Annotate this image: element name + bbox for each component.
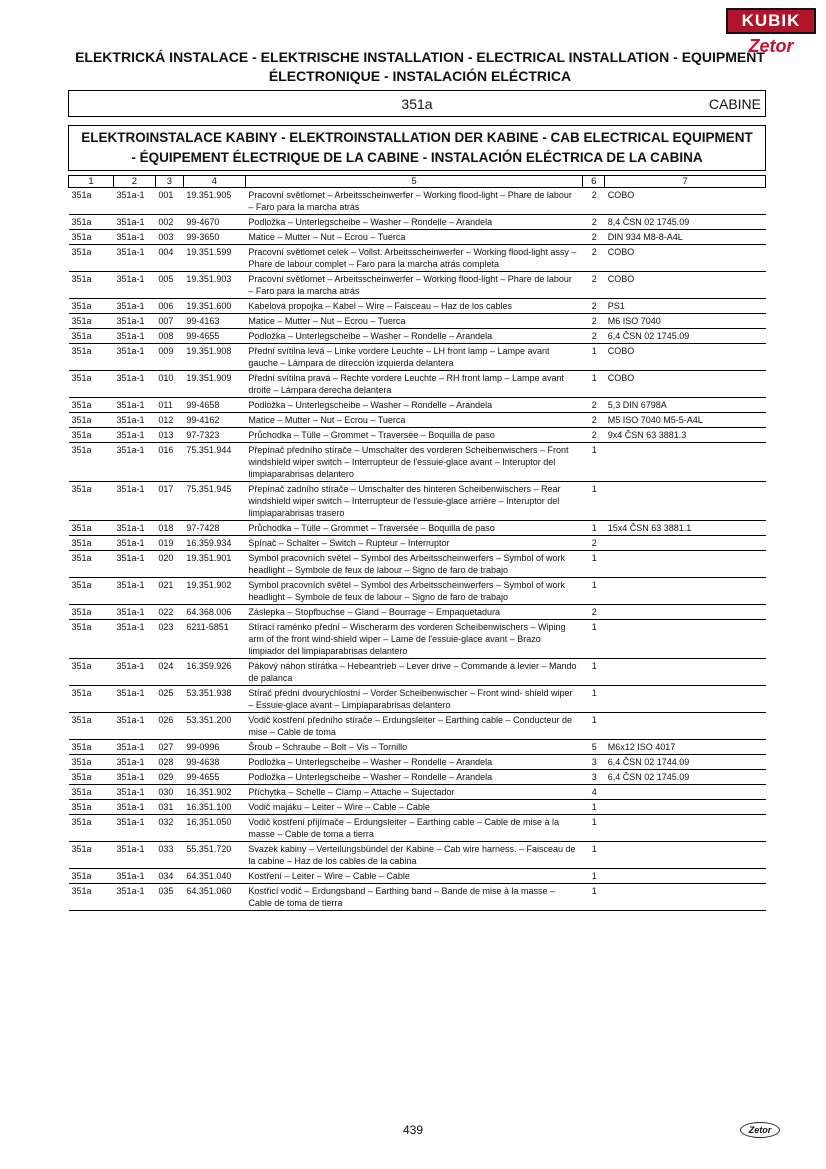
table-row [69, 413, 766, 428]
cell-part-number: 16.351.100 [183, 800, 245, 815]
cell-position: 029 [155, 770, 183, 785]
cell-note: 6,4 ČSN 02 1745.09 [605, 329, 766, 344]
section-code: 351a [401, 96, 433, 112]
cell-part-number: 19.351.600 [183, 299, 245, 314]
column-header: 5 [245, 176, 582, 188]
cell-ref-group: 351a [69, 842, 114, 869]
cell-ref-group: 351a [69, 371, 114, 398]
cell-description: Pracovní světlomet – Arbeitsscheinwerfer – Working flood-light – Phare de labour – Faro para la marcha atrás [245, 272, 582, 299]
cell-position: 031 [155, 800, 183, 815]
cell-note [605, 869, 766, 884]
cell-note: 15x4 ČSN 63 3881.1 [605, 521, 766, 536]
cell-part-number: 99-4162 [183, 413, 245, 428]
cell-part-number: 16.359.934 [183, 536, 245, 551]
cell-ref-group: 351a [69, 578, 114, 605]
footer-zetor-logo: Zetor [740, 1122, 780, 1138]
cell-quantity: 2 [583, 605, 605, 620]
table-row [69, 713, 766, 740]
cell-ref-subgroup: 351a-1 [113, 815, 155, 842]
cell-ref-subgroup: 351a-1 [113, 755, 155, 770]
cell-position: 002 [155, 215, 183, 230]
section-name: CABINE [708, 96, 761, 112]
cell-ref-subgroup: 351a-1 [113, 272, 155, 299]
cell-note [605, 884, 766, 911]
cell-ref-subgroup: 351a-1 [113, 230, 155, 245]
cell-ref-subgroup: 351a-1 [113, 245, 155, 272]
cell-position: 009 [155, 344, 183, 371]
table-row [69, 578, 766, 605]
cell-quantity: 2 [583, 314, 605, 329]
cell-ref-group: 351a [69, 428, 114, 443]
cell-quantity: 1 [583, 371, 605, 398]
cell-note [605, 815, 766, 842]
table-row [69, 245, 766, 272]
cell-position: 027 [155, 740, 183, 755]
cell-ref-subgroup: 351a-1 [113, 800, 155, 815]
page-title-line1: ELEKTRICKÁ INSTALACE - ELEKTRISCHE INSTALLATION - ELECTRICAL INSTALLATION - EQUIPMENT [75, 49, 765, 65]
cell-part-number: 16.359.926 [183, 659, 245, 686]
cell-ref-subgroup: 351a-1 [113, 215, 155, 230]
cell-note [605, 605, 766, 620]
cell-part-number: 19.351.905 [183, 188, 245, 215]
table-row [69, 740, 766, 755]
parts-table-body [69, 188, 766, 911]
column-header: 2 [113, 176, 155, 188]
cell-part-number: 75.351.945 [183, 482, 245, 521]
cell-position: 033 [155, 842, 183, 869]
cell-position: 025 [155, 686, 183, 713]
cell-part-number: 99-4670 [183, 215, 245, 230]
cell-note [605, 686, 766, 713]
cell-description: Pracovní světlomet – Arbeitsscheinwerfer – Working flood-light – Phare de labour – Faro para la marcha atrás [245, 188, 582, 215]
cell-note: COBO [605, 272, 766, 299]
table-row [69, 536, 766, 551]
cell-part-number: 19.351.902 [183, 578, 245, 605]
kubik-logo: KUBIK [726, 8, 816, 34]
cell-ref-group: 351a [69, 188, 114, 215]
cell-quantity: 2 [583, 272, 605, 299]
cell-quantity: 1 [583, 815, 605, 842]
cell-note: COBO [605, 245, 766, 272]
table-row [69, 620, 766, 659]
cell-ref-group: 351a [69, 815, 114, 842]
cell-ref-subgroup: 351a-1 [113, 686, 155, 713]
table-row [69, 215, 766, 230]
cell-position: 017 [155, 482, 183, 521]
cell-quantity: 1 [583, 482, 605, 521]
group-title [68, 125, 766, 171]
cell-position: 008 [155, 329, 183, 344]
cell-ref-subgroup: 351a-1 [113, 713, 155, 740]
cell-part-number: 97-7428 [183, 521, 245, 536]
cell-description: Vodič majáku – Leiter – Wire – Cable – Cable [245, 800, 582, 815]
cell-quantity: 1 [583, 800, 605, 815]
cell-part-number: 99-4163 [183, 314, 245, 329]
cell-ref-subgroup: 351a-1 [113, 521, 155, 536]
cell-quantity: 1 [583, 551, 605, 578]
cell-note [605, 620, 766, 659]
table-row [69, 521, 766, 536]
cell-position: 001 [155, 188, 183, 215]
table-row [69, 785, 766, 800]
cell-part-number: 19.351.901 [183, 551, 245, 578]
table-row [69, 314, 766, 329]
zetor-logo: Zetor [748, 36, 794, 56]
table-row [69, 188, 766, 215]
cell-description: Průchodka – Tülle – Grommet – Traversée – Boquilla de paso [245, 428, 582, 443]
column-header: 3 [155, 176, 183, 188]
cell-ref-subgroup: 351a-1 [113, 659, 155, 686]
cell-note [605, 536, 766, 551]
cell-ref-group: 351a [69, 398, 114, 413]
cell-position: 004 [155, 245, 183, 272]
cell-note [605, 800, 766, 815]
cell-ref-subgroup: 351a-1 [113, 770, 155, 785]
cell-note [605, 842, 766, 869]
cell-description: Stírač přední dvourychlostní – Vorder Scheibenwischer – Front wind- shield wiper – Essuie-glace avant – Limpiaparabrisas delantero [245, 686, 582, 713]
cell-part-number: 99-4655 [183, 329, 245, 344]
cell-quantity: 3 [583, 755, 605, 770]
cell-ref-subgroup: 351a-1 [113, 482, 155, 521]
cell-quantity: 2 [583, 329, 605, 344]
cell-ref-group: 351a [69, 884, 114, 911]
cell-note: M5 ISO 7040 M5-5-A4L [605, 413, 766, 428]
cell-ref-subgroup: 351a-1 [113, 740, 155, 755]
cell-note: DIN 934 M8-8-A4L [605, 230, 766, 245]
cell-description: Přepínač zadního stírače – Umschalter des hinteren Scheibenwischers – Rear windshield wiper switch – Interrupteur de l'essuie-glace arrière – Interuptor del limpiaparabrisas trasero [245, 482, 582, 521]
table-row [69, 344, 766, 371]
cell-ref-subgroup: 351a-1 [113, 605, 155, 620]
table-row [69, 815, 766, 842]
cell-description: Přední svítilna pravá – Rechte vordere Leuchte – RH front lamp – Lampe avant droite – Lámpara derecha delantera [245, 371, 582, 398]
cell-quantity: 4 [583, 785, 605, 800]
cell-part-number: 53.351.200 [183, 713, 245, 740]
cell-part-number: 99-4655 [183, 770, 245, 785]
cell-position: 021 [155, 578, 183, 605]
cell-position: 028 [155, 755, 183, 770]
cell-description: Matice – Mutter – Nut – Ecrou – Tuerca [245, 413, 582, 428]
cell-description: Pracovní světlomet celek – Vollst. Arbeitsscheinwerfer – Working flood-light assy – Phare de labour complet – Faro para la marcha atrás completa [245, 245, 582, 272]
cell-ref-group: 351a [69, 314, 114, 329]
cell-ref-subgroup: 351a-1 [113, 314, 155, 329]
cell-description: Průchodka – Tülle – Grommet – Traversée – Boquilla de paso [245, 521, 582, 536]
cell-ref-group: 351a [69, 344, 114, 371]
cell-ref-group: 351a [69, 620, 114, 659]
cell-part-number: 16.351.050 [183, 815, 245, 842]
cell-ref-group: 351a [69, 551, 114, 578]
cell-ref-group: 351a [69, 713, 114, 740]
cell-description: Kostřicí vodič – Erdungsband – Earthing band – Bande de mise à la masse – Cable de toma de tierra [245, 884, 582, 911]
cell-ref-group: 351a [69, 605, 114, 620]
cell-part-number: 64.351.040 [183, 869, 245, 884]
cell-description: Matice – Mutter – Nut – Ecrou – Tuerca [245, 230, 582, 245]
table-row [69, 428, 766, 443]
cell-ref-group: 351a [69, 482, 114, 521]
cell-part-number: 99-3650 [183, 230, 245, 245]
cell-note [605, 443, 766, 482]
cell-quantity: 1 [583, 578, 605, 605]
cell-note [605, 659, 766, 686]
cell-part-number: 19.351.908 [183, 344, 245, 371]
cell-ref-group: 351a [69, 245, 114, 272]
cell-quantity: 2 [583, 413, 605, 428]
cell-position: 005 [155, 272, 183, 299]
cell-ref-group: 351a [69, 536, 114, 551]
cell-description: Pákový náhon stírátka – Hebeantrieb – Lever drive – Commande à levier – Mando de palanca [245, 659, 582, 686]
cell-position: 030 [155, 785, 183, 800]
table-row [69, 551, 766, 578]
cell-ref-group: 351a [69, 443, 114, 482]
cell-quantity: 1 [583, 620, 605, 659]
cell-quantity: 2 [583, 215, 605, 230]
table-row [69, 605, 766, 620]
cell-position: 006 [155, 299, 183, 314]
cell-position: 018 [155, 521, 183, 536]
cell-quantity: 3 [583, 770, 605, 785]
cell-ref-subgroup: 351a-1 [113, 443, 155, 482]
cell-position: 010 [155, 371, 183, 398]
cell-description: Vodič kostření přijímače – Erdungsleiter – Earthing cable – Cable de mise à la masse – Cable de toma a tierra [245, 815, 582, 842]
cell-description: Příchytka – Schelle – Clamp – Attache – Sujectador [245, 785, 582, 800]
cell-ref-subgroup: 351a-1 [113, 188, 155, 215]
cell-ref-group: 351a [69, 659, 114, 686]
cell-ref-subgroup: 351a-1 [113, 299, 155, 314]
cell-note: M6 ISO 7040 [605, 314, 766, 329]
cell-quantity: 1 [583, 521, 605, 536]
cell-part-number: 97-7323 [183, 428, 245, 443]
page-number: 439 [402, 1123, 424, 1137]
cell-quantity: 1 [583, 686, 605, 713]
cell-quantity: 1 [583, 884, 605, 911]
cell-quantity: 1 [583, 443, 605, 482]
cell-ref-group: 351a [69, 740, 114, 755]
cell-position: 013 [155, 428, 183, 443]
cell-part-number: 55.351.720 [183, 842, 245, 869]
cell-note: COBO [605, 371, 766, 398]
cell-part-number: 99-0996 [183, 740, 245, 755]
cell-part-number: 6211-5851 [183, 620, 245, 659]
cell-description: Kostření – Leiter – Wire – Cable – Cable [245, 869, 582, 884]
cell-ref-subgroup: 351a-1 [113, 620, 155, 659]
cell-ref-group: 351a [69, 215, 114, 230]
cell-description: Kabelová propojka – Kabel – Wire – Faisceau – Haz de los cables [245, 299, 582, 314]
group-title-line2: - ÉQUIPEMENT ÉLECTRIQUE DE LA CABINE - INSTALACIÓN ELÉCTRICA DE LA CABINA [131, 150, 703, 165]
cell-description: Vodič kostření předního stírače – Erdungsleiter – Earthing cable – Conducteur de mise – Cable de toma [245, 713, 582, 740]
cell-description: Přepínač předního stírače – Umschalter des vorderen Scheibenwischers – Front windshield wiper switch – Interrupteur de l'essuie-glace avant – Interuptor del limpiaparabrisas delantero [245, 443, 582, 482]
cell-ref-group: 351a [69, 770, 114, 785]
cell-ref-group: 351a [69, 272, 114, 299]
cell-quantity: 1 [583, 842, 605, 869]
cell-part-number: 75.351.944 [183, 443, 245, 482]
cell-part-number: 53.351.938 [183, 686, 245, 713]
cell-position: 034 [155, 869, 183, 884]
table-row [69, 842, 766, 869]
cell-quantity: 2 [583, 245, 605, 272]
cell-part-number: 19.351.599 [183, 245, 245, 272]
cell-position: 020 [155, 551, 183, 578]
cell-quantity: 1 [583, 713, 605, 740]
cell-quantity: 1 [583, 659, 605, 686]
cell-ref-subgroup: 351a-1 [113, 884, 155, 911]
cell-quantity: 5 [583, 740, 605, 755]
table-row [69, 755, 766, 770]
table-row [69, 869, 766, 884]
cell-quantity: 2 [583, 428, 605, 443]
table-row [69, 443, 766, 482]
cell-position: 019 [155, 536, 183, 551]
cell-ref-subgroup: 351a-1 [113, 785, 155, 800]
cell-note: 9x4 ČSN 63 3881.3 [605, 428, 766, 443]
cell-ref-subgroup: 351a-1 [113, 329, 155, 344]
cell-ref-subgroup: 351a-1 [113, 551, 155, 578]
cell-note: 6,4 ČSN 02 1745.09 [605, 770, 766, 785]
cell-description: Šroub – Schraube – Bolt – Vis – Tornillo [245, 740, 582, 755]
cell-quantity: 2 [583, 398, 605, 413]
cell-description: Matice – Mutter – Nut – Ecrou – Tuerca [245, 314, 582, 329]
cell-position: 011 [155, 398, 183, 413]
column-header: 7 [605, 176, 766, 188]
cell-ref-group: 351a [69, 230, 114, 245]
cell-note: 5,3 DIN 6798A [605, 398, 766, 413]
cell-ref-group: 351a [69, 413, 114, 428]
cell-position: 026 [155, 713, 183, 740]
cell-ref-subgroup: 351a-1 [113, 398, 155, 413]
cell-description: Podložka – Unterlegscheibe – Washer – Rondelle – Arandela [245, 215, 582, 230]
cell-ref-group: 351a [69, 299, 114, 314]
column-header: 4 [183, 176, 245, 188]
cell-description: Stírací raménko přední – Wischerarm des vorderen Scheibenwischers – Wiping arm of the front wind-shield wiper – Lame de l'essuie-glace avant – Brazo limpiador del limpiaparabrisas delantero [245, 620, 582, 659]
table-row [69, 398, 766, 413]
table-row [69, 482, 766, 521]
cell-ref-group: 351a [69, 686, 114, 713]
cell-description: Podložka – Unterlegscheibe – Washer – Rondelle – Arandela [245, 755, 582, 770]
cell-ref-subgroup: 351a-1 [113, 413, 155, 428]
cell-part-number: 16.351.902 [183, 785, 245, 800]
cell-ref-subgroup: 351a-1 [113, 842, 155, 869]
cell-position: 003 [155, 230, 183, 245]
cell-quantity: 2 [583, 230, 605, 245]
table-row [69, 884, 766, 911]
cell-description: Spínač – Schalter – Switch – Rupteur – Interruptor [245, 536, 582, 551]
cell-ref-subgroup: 351a-1 [113, 578, 155, 605]
cell-description: Svazek kabiny – Verteilungsbündel der Kabine – Cab wire harness. – Faisceau de la cabine – Haz de los cables de la cabina [245, 842, 582, 869]
cell-quantity: 1 [583, 344, 605, 371]
cell-note: 8,4 ČSN 02 1745.09 [605, 215, 766, 230]
cell-ref-group: 351a [69, 800, 114, 815]
table-row [69, 800, 766, 815]
cell-ref-group: 351a [69, 785, 114, 800]
table-row [69, 272, 766, 299]
column-header: 1 [69, 176, 114, 188]
table-row [69, 770, 766, 785]
cell-note [605, 482, 766, 521]
cell-part-number: 19.351.909 [183, 371, 245, 398]
cell-position: 012 [155, 413, 183, 428]
cell-note: PS1 [605, 299, 766, 314]
cell-part-number: 64.351.060 [183, 884, 245, 911]
table-row [69, 371, 766, 398]
cell-ref-subgroup: 351a-1 [113, 344, 155, 371]
table-row [69, 230, 766, 245]
cell-position: 022 [155, 605, 183, 620]
cell-note: 6,4 ČSN 02 1744.09 [605, 755, 766, 770]
cell-position: 023 [155, 620, 183, 659]
cell-part-number: 99-4638 [183, 755, 245, 770]
cell-description: Symbol pracovních světel – Symbol des Arbeitsscheinwerfers – Symbol of work headlight – Symbole de feux de labour – Signo de faro de trabajo [245, 551, 582, 578]
cell-ref-subgroup: 351a-1 [113, 536, 155, 551]
cell-position: 035 [155, 884, 183, 911]
cell-ref-subgroup: 351a-1 [113, 869, 155, 884]
table-header-row [69, 176, 766, 188]
cell-note: COBO [605, 188, 766, 215]
cell-description: Záslepka – Stopfbuchse – Gland – Bourrage – Empaquetadura [245, 605, 582, 620]
table-row [69, 299, 766, 314]
cell-ref-group: 351a [69, 521, 114, 536]
cell-quantity: 1 [583, 869, 605, 884]
cell-quantity: 2 [583, 536, 605, 551]
cell-note [605, 713, 766, 740]
cell-ref-group: 351a [69, 869, 114, 884]
cell-ref-group: 351a [69, 755, 114, 770]
section-box [68, 90, 766, 117]
cell-quantity: 2 [583, 299, 605, 314]
page-title [70, 48, 770, 86]
table-row [69, 686, 766, 713]
cell-note [605, 551, 766, 578]
cell-ref-subgroup: 351a-1 [113, 428, 155, 443]
cell-description: Symbol pracovních světel – Symbol des Arbeitsscheinwerfers – Symbol of work headlight – Symbole de feux de labour – Signo de faro de trabajo [245, 578, 582, 605]
cell-ref-subgroup: 351a-1 [113, 371, 155, 398]
cell-position: 007 [155, 314, 183, 329]
parts-table [68, 175, 766, 911]
cell-note: M6x12 ISO 4017 [605, 740, 766, 755]
cell-position: 024 [155, 659, 183, 686]
cell-position: 016 [155, 443, 183, 482]
group-title-line1: ELEKTROINSTALACE KABINY - ELEKTROINSTALLATION DER KABINE - CAB ELECTRICAL EQUIPMENT [81, 130, 753, 145]
cell-description: Podložka – Unterlegscheibe – Washer – Rondelle – Arandela [245, 329, 582, 344]
cell-position: 032 [155, 815, 183, 842]
cell-description: Podložka – Unterlegscheibe – Washer – Rondelle – Arandela [245, 398, 582, 413]
cell-quantity: 2 [583, 188, 605, 215]
column-header: 6 [583, 176, 605, 188]
table-row [69, 329, 766, 344]
cell-note: COBO [605, 344, 766, 371]
cell-description: Podložka – Unterlegscheibe – Washer – Rondelle – Arandela [245, 770, 582, 785]
cell-part-number: 64.368.006 [183, 605, 245, 620]
table-row [69, 659, 766, 686]
cell-ref-group: 351a [69, 329, 114, 344]
cell-description: Přední svítilna levá – Linke vordere Leuchte – LH front lamp – Lampe avant gauche – Lámpara de dirección izquierda delantera [245, 344, 582, 371]
page-title-line2: ÉLECTRONIQUE - INSTALACIÓN ELÉCTRICA [268, 68, 572, 84]
cell-part-number: 99-4658 [183, 398, 245, 413]
cell-part-number: 19.351.903 [183, 272, 245, 299]
cell-note [605, 785, 766, 800]
cell-note [605, 578, 766, 605]
